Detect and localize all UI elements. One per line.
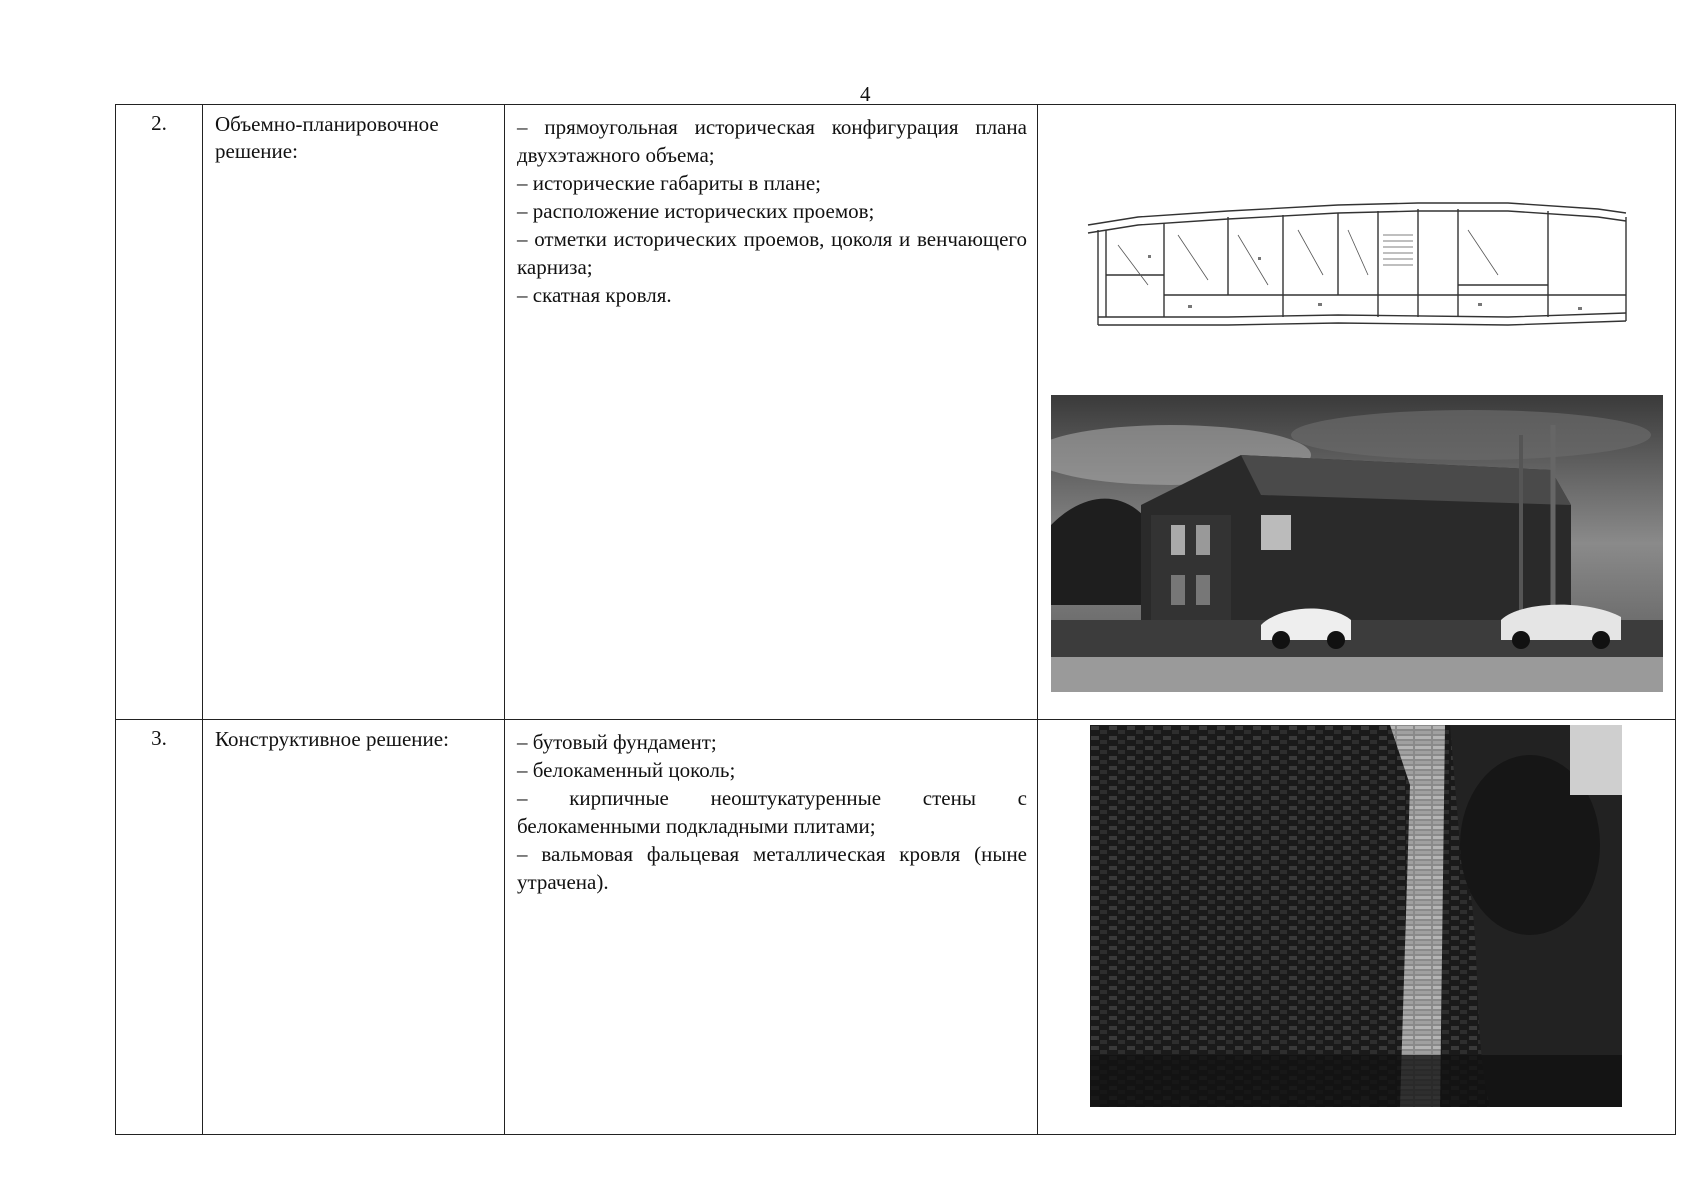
list-item: – белокаменный цоколь; bbox=[517, 758, 736, 782]
row-items bbox=[505, 105, 1038, 720]
list-item: – исторические габариты в плане; bbox=[517, 171, 821, 195]
row-number: 2. bbox=[116, 105, 203, 720]
list-item: – отметки исторических проемов, цоколя и венчающего карниза; bbox=[517, 227, 1027, 279]
images-cell bbox=[1038, 105, 1676, 720]
list-item: – прямоугольная историческая конфигурация плана двухэтажного объема; bbox=[517, 115, 1027, 167]
list-item: – бутовый фундамент; bbox=[517, 730, 717, 754]
list-item: – скатная кровля. bbox=[517, 283, 672, 307]
row-label: Объемно-планировочное решение: bbox=[203, 105, 505, 720]
list-item: – расположение исторических проемов; bbox=[517, 199, 875, 223]
table-row bbox=[116, 720, 1676, 1135]
table-row bbox=[116, 105, 1676, 720]
row-number: 3. bbox=[116, 720, 203, 1135]
row-label: Конструктивное решение: bbox=[203, 720, 505, 1135]
page-number: 4 bbox=[860, 82, 871, 106]
protected-features-table bbox=[115, 104, 1676, 1135]
row-items bbox=[505, 720, 1038, 1135]
images-cell bbox=[1038, 720, 1676, 1135]
building-photo bbox=[1051, 395, 1663, 692]
floor-plan-drawing bbox=[1078, 175, 1648, 345]
wall-photo bbox=[1090, 725, 1622, 1107]
list-item: – вальмовая фальцевая металлическая кровля (ныне утрачена). bbox=[517, 842, 1027, 894]
list-item: – кирпичные неоштукатуренные стены с белокаменными подкладными плитами; bbox=[517, 786, 1027, 838]
